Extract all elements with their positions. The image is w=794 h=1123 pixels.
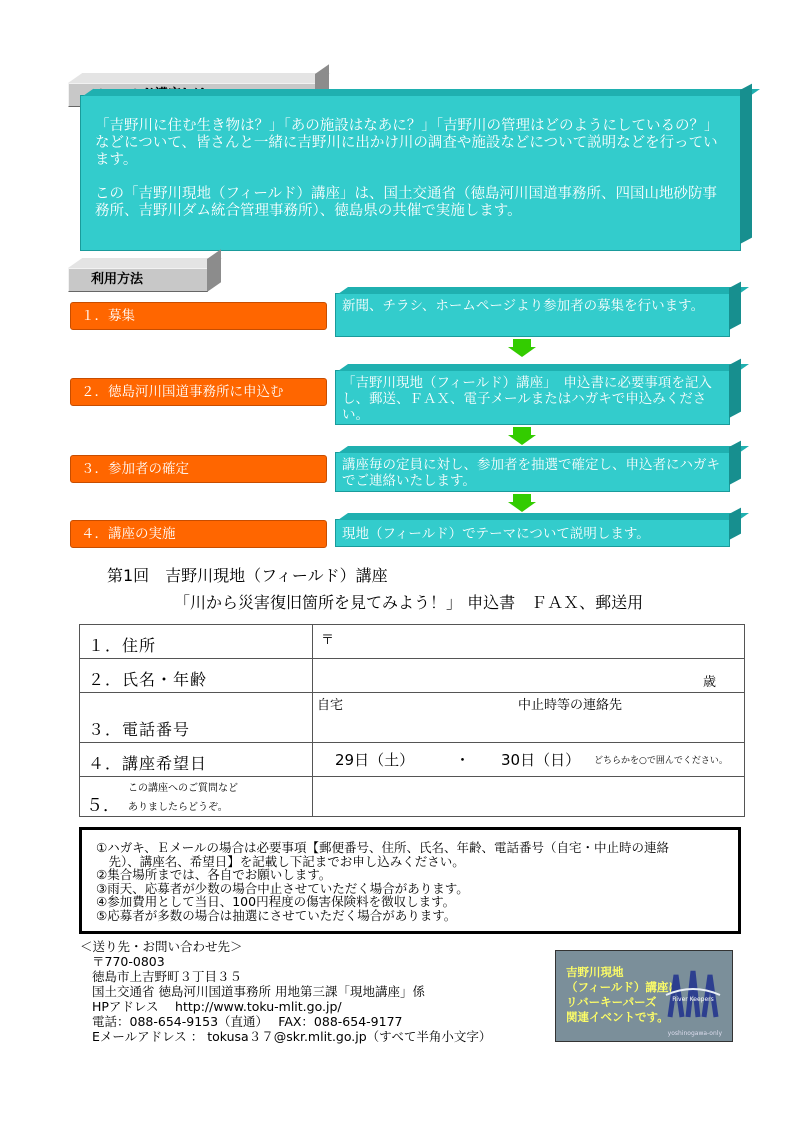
contact-postal: 〒770-0803 [92,954,165,969]
contact-heading: ＜送り先・お問い合わせ先＞ [80,939,243,954]
usage-tab [68,268,208,292]
step-3-desc: 講座毎の定員に対し、参加者を抽選で確定し、申込者にハガキでご連絡いたします。 [335,452,730,492]
date-label: ４．講座希望日 [88,754,208,773]
banner-small-text: yoshinogawa-only [667,1030,722,1037]
contact-hp[interactable]: HPアドレス http://www.toku-mlit.go.jp/ [92,999,342,1014]
phone-field[interactable] [313,693,745,743]
intro-box [80,95,741,251]
intro-paragraph-2: この「吉野川現地（フィールド）講座」は、国土交通省（徳島河川国道事務所、四国山地砂防事務所、吉野川ダム統合管理事務所）、徳島県の共催で実施します。 [95,186,718,219]
step-4-desc: 現地（フィールド）でテーマについて説明します。 [335,519,730,547]
note-line: ②集合場所までは、各自でお願いします。 [96,867,332,883]
contact-email[interactable]: Eメールアドレス ： tokusa３７@skr.mlit.go.jp（すべて半角小文字） [92,1029,492,1044]
question-num: ５． [86,796,120,816]
usage-tab-label: 利用方法 [91,272,144,287]
name-age-field[interactable] [313,659,745,693]
date-option-1[interactable]: 29日（土） [335,751,415,769]
logo-text: River Keepers [672,996,714,1003]
date-separator: ・ [455,751,471,769]
step-1-desc: 新聞、チラシ、ホームページより参加者の募集を行います。 [335,293,730,337]
arrow-down-icon [508,427,536,445]
postal-mark: 〒 [321,633,335,648]
note-line: 先）、講座名、希望日】を記載し下記までお申し込みください。 [96,853,465,869]
step-3-label: ３．参加者の確定 [70,455,327,483]
home-phone-label: 自宅 [317,698,344,713]
banner-line-1: 吉野川現地 [566,965,624,979]
arrow-down-icon [508,339,536,357]
arrow-down-icon [508,494,536,512]
banner-line-4: 関連イベントです。 [566,1010,669,1024]
step-2-label: ２．徳島河川国道事務所に申込む [70,378,327,406]
form-title-line-2: 「川から災害復旧箇所を見てみよう！」 申込書 ＦＡＸ、郵送用 [174,593,644,612]
banner-line-3: リバーキーパーズ [566,995,657,1009]
question-label-line-1: この講座へのご質問など [128,783,238,794]
note-line: ①ハガキ、Ｅメールの場合は必要事項【郵便番号、住所、氏名、年齢、電話番号（自宅・中止時の連絡 [96,840,669,855]
note-line: ⑤応募者が多数の場合は抽選にさせていただく場合があります。 [96,907,457,923]
address-label: １．住所 [88,636,157,655]
date-label-cell [80,743,313,777]
form-title-line-1: 第1回 吉野川現地（フィールド）講座 [107,566,388,585]
contact-office: 国土交通省 徳島河川国道事務所 用地第三課「現地講座」係 [92,984,425,999]
age-unit: 歳 [702,675,716,690]
date-note: どちらかを○で囲んでください。 [594,756,728,766]
note-line: ③雨天、応募者が少数の場合中止させていただく場合があります。 [96,880,469,896]
step-1-label: １．募集 [70,302,327,330]
address-label-cell [80,625,313,659]
note-line: ④参加費用として当日、100円程度の傷害保険料を徴収します。 [96,894,456,910]
name-age-label: ２．氏名・年齢 [88,670,208,689]
notes-box [79,827,741,934]
river-keepers-banner[interactable] [555,950,733,1042]
banner-line-2: （フィールド）講座は [566,980,680,994]
step-2-desc: 「吉野川現地（フィールド）講座」 申込書に必要事項を記入し、郵送、ＦＡＸ、電子メールまたはハガキで申込みください。 [335,370,730,425]
application-form [79,624,745,817]
question-label-line-2: ありましたらどうぞ。 [128,802,228,813]
date-option-2[interactable]: 30日（日） [501,751,581,769]
contact-phone: 電話：088-654-9153（直通） FAX：088-654-9177 [92,1014,403,1029]
question-label-cell [80,777,313,817]
question-field[interactable] [313,777,745,817]
address-field[interactable] [313,625,745,659]
date-field[interactable] [313,743,745,777]
step-4-label: ４．講座の実施 [70,520,327,548]
river-keepers-logo-icon [662,965,724,1023]
contact-address: 徳島市上吉野町３丁目３５ [92,969,243,984]
name-age-label-cell [80,659,313,693]
phone-label: ３．電話番号 [88,720,191,739]
alt-contact-label: 中止時等の連絡先 [518,698,623,713]
intro-paragraph-1: 「吉野川に住む生き物は？」「あの施設はなあに？」「吉野川の管理はどのようにしているの？」などについて、皆さんと一緒に吉野川に出かけ川の調査や施設などについて説明などを行っています。 [95,118,719,168]
contact-block [80,939,491,1044]
phone-label-cell [80,693,313,743]
